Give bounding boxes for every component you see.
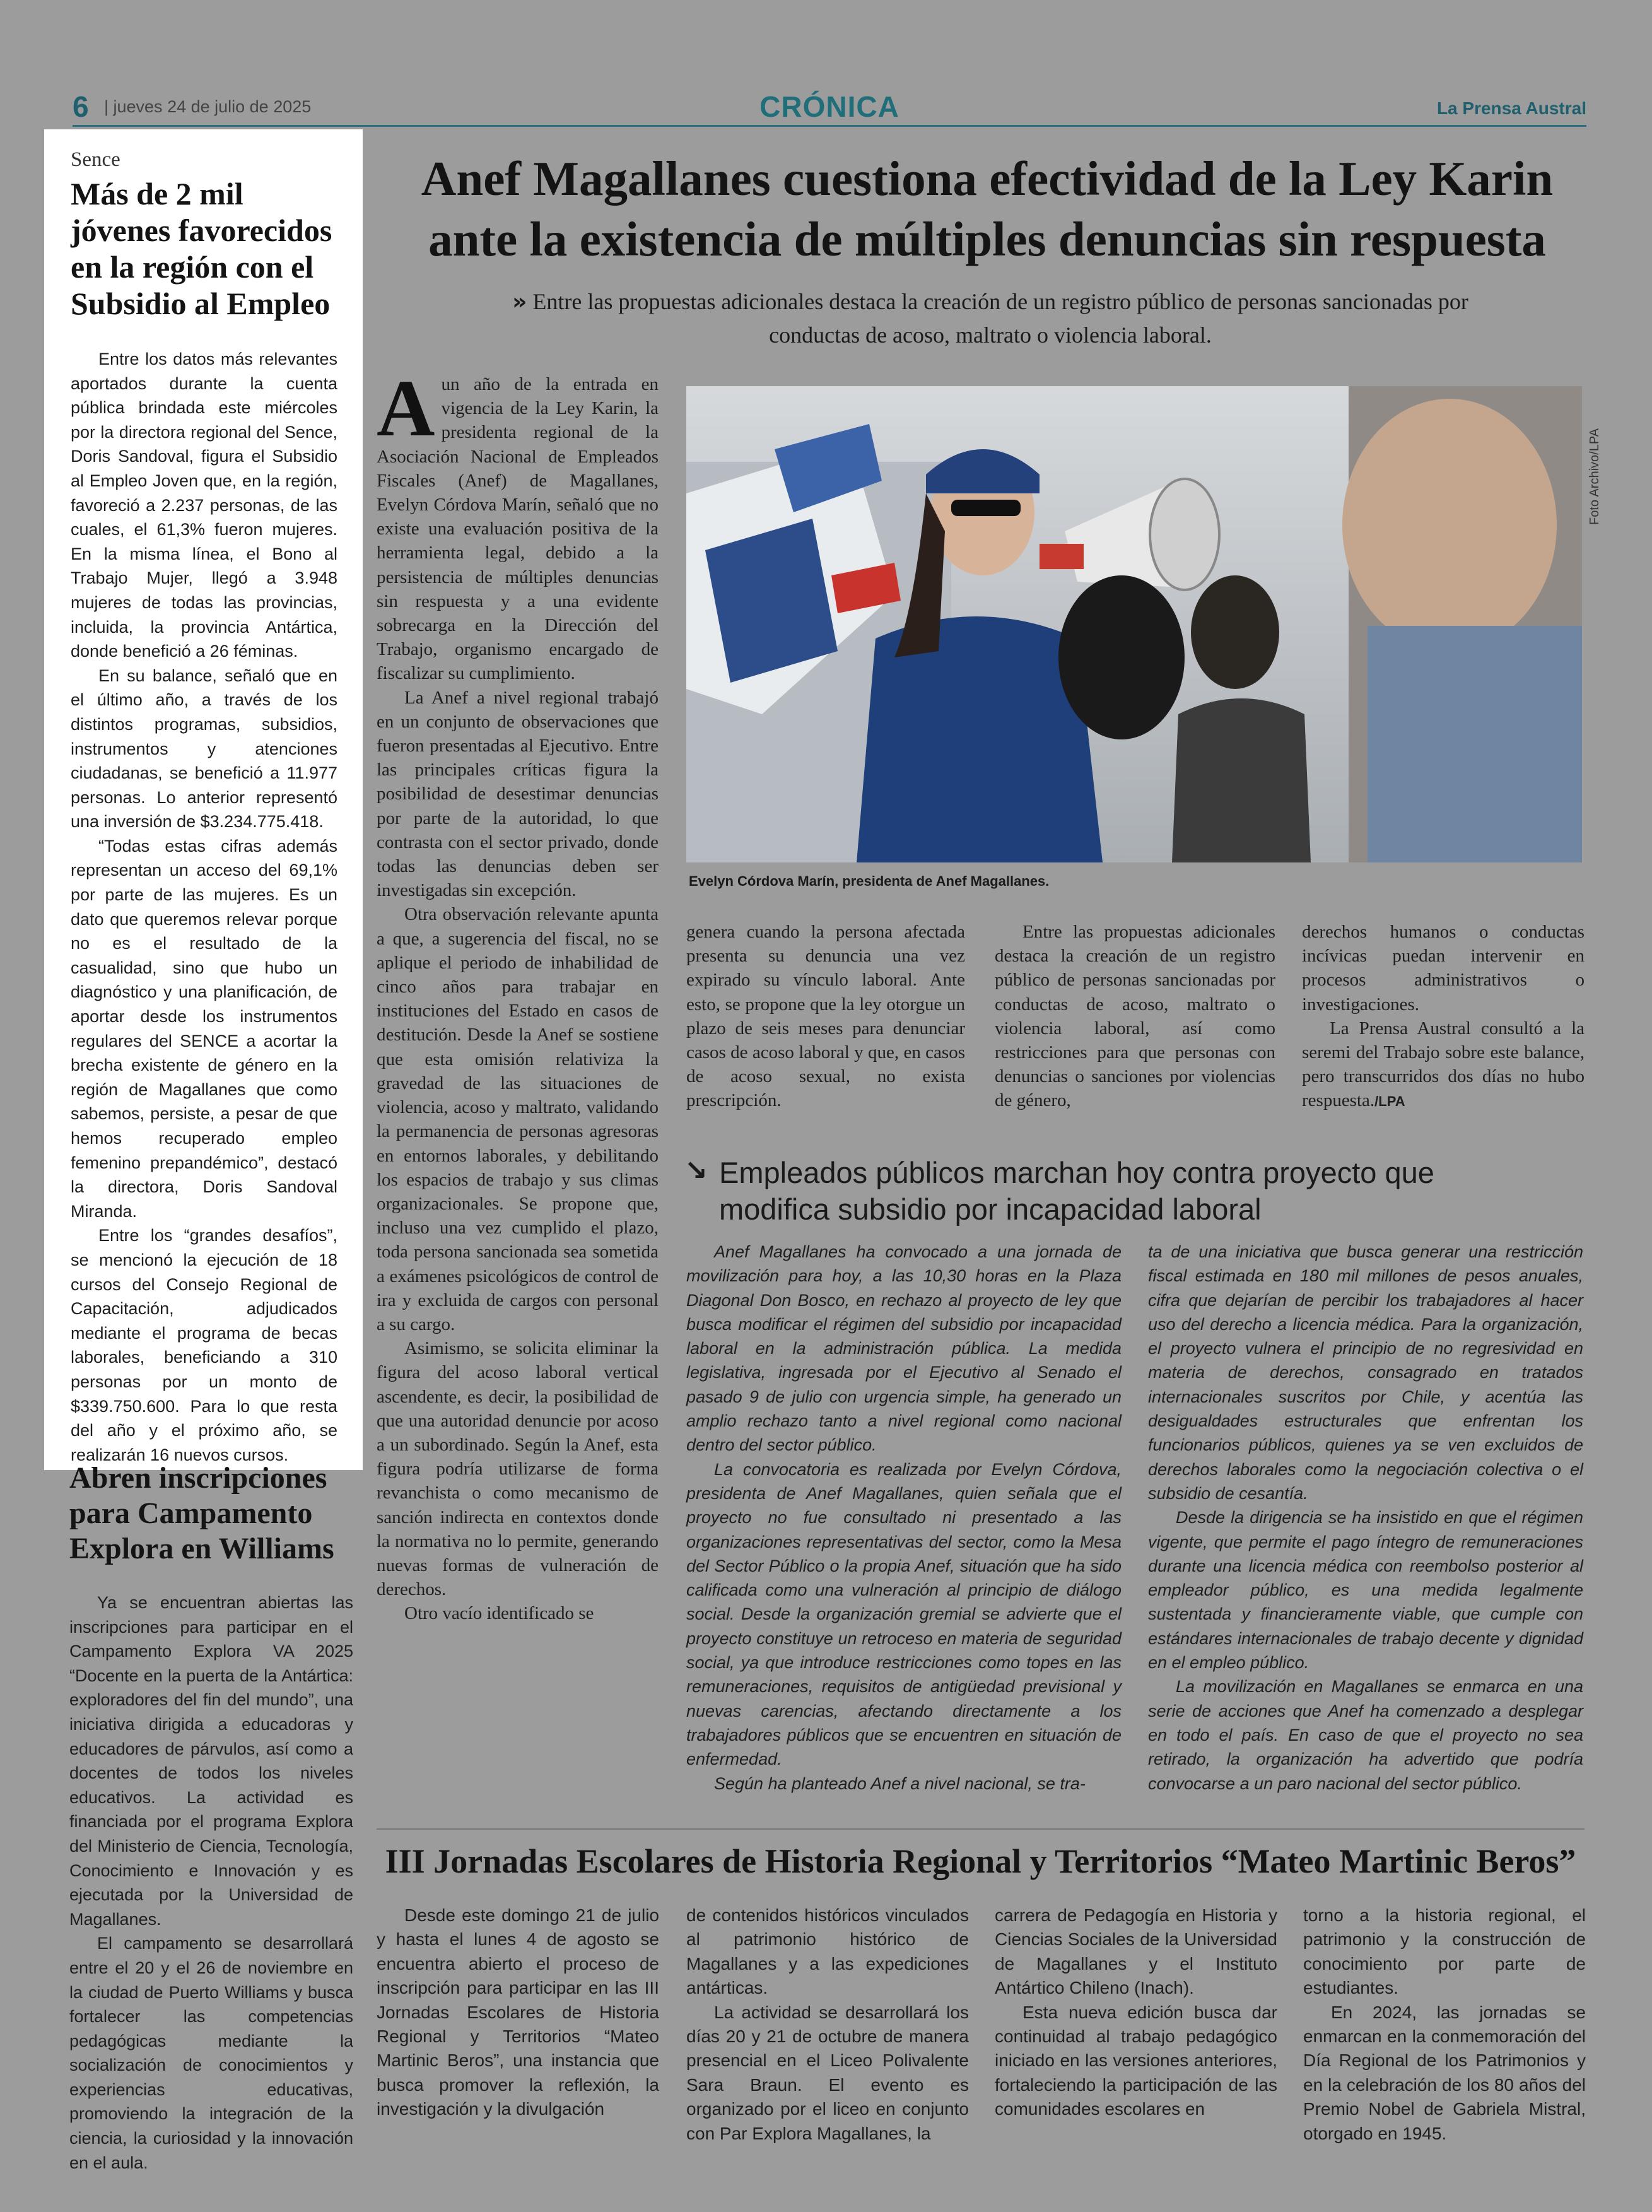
explora-paragraph: El campamento se desarrollará entre el 20 y el 26 de noviembre en la ciudad de Puerto Williams y busca fortalecer las competencias pedagógicas mediante la socialización de conocimientos y experiencias educativas, promoviendo la integración de la ciencia, la curiosidad y la innovación en el aula. xyxy=(69,1934,353,2172)
main-paragraph: Asimismo, se solicita eliminar la figura del acoso laboral vertical ascendente, es decir, la posibilidad de que una autoridad denuncie por acoso a un subordinado. Según la Anef, esta figura podría utilizarse de forma revanchista o como mecanismo de sanción indirecta en contextos donde la normativa no lo permite, generando nuevas formas de vulneración de derechos. xyxy=(377,1338,659,1600)
explora-paragraph: Ya se encuentran abiertas las inscripciones para participar en el Campamento Explora VA 2025 “Docente en la puerta de la Antártica: exploradores del fin del mundo”, una iniciativa dirigida a educadoras y educadores de párvulos, así como a docentes de todos los niveles educativos. La actividad es financiada por el programa Explora del Ministerio de Ciencia, Tecnología, Conocimiento e Innovación y es ejecutada por la Universidad de Magallanes. xyxy=(69,1593,353,1929)
issue-date: | jueves 24 de julio de 2025 xyxy=(104,97,312,116)
bottom-paragraph: de contenidos históricos vinculados al patrimonio histórico de Magallanes y a las expediciones antárticas. xyxy=(686,1905,969,1998)
sub-column-1 xyxy=(686,1240,1122,1796)
main-deck xyxy=(486,285,1495,351)
drop-cap: A xyxy=(377,363,435,453)
bottom-paragraph: Desde este domingo 21 de julio y hasta el lunes 4 de agosto se encuentra abierto el proceso de inscripción para participar en las III Jornadas Escolares de Historia Regional y Territorios “Mateo Martinic Beros”, una instancia que busca promover la reflexión, la investigación y la divulgación xyxy=(377,1905,659,2119)
main-paragraph: La Anef a nivel regional trabajó en un conjunto de observaciones que fueron presentadas al Ejecutivo. Entre las principales críticas figura la posibilidad de desestimar denuncias por parte de la autoridad, lo que contrasta con el sector privado, donde todas las denuncias deben ser investigadas sin excepción. xyxy=(377,687,659,901)
main-headline: Anef Magallanes cuestiona efectividad de la Ley Karin ante la existencia de múltiples denuncias sin respuesta xyxy=(421,151,1554,266)
section-divider xyxy=(377,1828,1585,1830)
explora-headline: Abren inscripciones para Campamento Explora en Williams xyxy=(69,1461,334,1565)
main-paragraph: genera cuando la persona afectada presenta su denuncia una vez expirado su vínculo laboral. Ante esto, se propone que la ley otorgue un plazo de seis meses para denunciar casos de acoso laboral y que, en casos de acoso sexual, no exista prescripción. xyxy=(686,922,965,1111)
newspaper-name: La Prensa Austral xyxy=(1436,98,1586,118)
main-paragraph: La Prensa Austral consultó a la seremi del Trabajo sobre este balance, pero transcurridos dos días no hubo respuesta. xyxy=(1302,1018,1585,1111)
page-number: 6 xyxy=(73,90,89,123)
main-paragraph: derechos humanos o conductas incívicas puedan intervenir en procesos administrativos o investigaciones. xyxy=(1302,922,1585,1015)
photo-caption: Evelyn Córdova Marín, presidenta de Anef Magallanes. xyxy=(689,873,1050,889)
main-column-4 xyxy=(1302,920,1585,1113)
main-column-3 xyxy=(995,920,1275,1113)
deck-arrow-icon: » xyxy=(512,289,527,315)
sidebar-paragraph: Entre los “grandes desafíos”, se mencionó la ejecución de 18 cursos del Consejo Regional de Capacitación, adjudicados mediante el programa de becas laborales, beneficiando a 310 personas por un monto de $339.750.600. Para lo que resta del año y el próximo año, se realizarán 16 nuevos cursos. xyxy=(71,1226,337,1464)
bottom-column-3 xyxy=(995,1903,1277,2122)
bottom-column-1 xyxy=(377,1903,659,2122)
sidebar-kicker: Sence xyxy=(71,148,120,171)
bottom-paragraph: En 2024, las jornadas se enmarcan en la conmemoración del Día Regional de los Patrimonios y en la celebración de los 80 años del Premio Nobel de Gabriela Mistral, otorgado en 1945. xyxy=(1303,2002,1586,2143)
sub-paragraph: La movilización en Magallanes se enmarca en una serie de acciones que Anef ha comenzado a desplegar en todo el país. En caso de que el proyecto no sea retirado, la organización ha advertido que podría convocarse a un paro nacional del sector público. xyxy=(1148,1677,1583,1793)
sub-paragraph: La convocatoria es realizada por Evelyn Córdova, presidenta de Anef Magallanes, quien señala que el proyecto no fue consultado ni presentado a las organizaciones representativas del sector, como la Mesa del Sector Público o la propia Anef, situación que ha sido calificada como una vulneración al principio de diálogo social. Desde la organización gremial se advierte que el proyecto constituye un retroceso en materia de seguridad social, ya que introduce restricciones como topes en las remuneraciones, requisitos de antigüedad previsional y nuevas carencias, afectando directamente a los trabajadores públicos que se encuentren en situación de enfermedad. xyxy=(686,1459,1122,1769)
bottom-paragraph: carrera de Pedagogía en Historia y Ciencias Sociales de la Universidad de Magallanes y el Instituto Antártico Chileno (Inach). xyxy=(995,1905,1277,1998)
main-paragraph: Otro vacío identificado se xyxy=(404,1603,594,1624)
bottom-paragraph: Esta nueva edición busca dar continuidad al trabajo pedagógico iniciado en las versiones anteriores, fortaleciendo la participación de las comunidades escolares en xyxy=(995,2002,1277,2119)
main-column-1 xyxy=(377,363,659,1626)
main-column-2 xyxy=(686,920,965,1113)
sub-paragraph: ta de una iniciativa que busca generar una restricción fiscal estimada en 180 mil millones de pesos anuales, cifra que dejarían de percibir los trabajadores al hacer uso del derecho a licencia médica. Para la organización, el proyecto vulnera el principio de no regresividad en materia de derechos, consagrado en tratados internacionales suscritos por Chile, y acentúa las desigualdades estructurales que enfrentan los funcionarios públicos, quienes ya se ven excluidos de derechos laborales como la negociación colectiva o el subsidio de cesantía. xyxy=(1148,1242,1583,1503)
main-paragraph: un año de la entrada en vigencia de la Ley Karin, la presidenta regional de la Asociación Nacional de Empleados Fiscales (Anef) de Magallanes, Evelyn Córdova Marín, señaló que no existe una evaluación positiva de la herramienta legal, debido a la persistencia de múltiples denuncias sin respuesta y a una evidente sobrecarga en la Dirección del Trabajo, organismo encargado de fiscalizar su cumplimiento. xyxy=(377,374,659,684)
section-title: CRÓNICA xyxy=(759,90,899,123)
bottom-headline: III Jornadas Escolares de Historia Regional y Territorios “Mateo Martinic Beros” xyxy=(385,1842,1576,1880)
bottom-paragraph: torno a la historia regional, el patrimonio y la construcción de conocimiento por parte de estudiantes. xyxy=(1303,1905,1586,1998)
article-signature: /LPA xyxy=(1374,1093,1405,1110)
arrow-down-right-icon: ↘ xyxy=(684,1155,708,1187)
sidebar-sence xyxy=(44,129,363,1470)
sub-paragraph: Desde la dirigencia se ha insistido en que el régimen vigente, que permite el pago íntegro de remuneraciones durante una licencia médica con reembolso posterior al empleador público, es una medida legalmente sustentada y financieramente viable, que cumple con estándares internacionales de trabajo decente y dignidad en el empleo público. xyxy=(1148,1508,1583,1673)
sub-paragraph: Anef Magallanes ha convocado a una jornada de movilización para hoy, a las 10,30 horas en la Plaza Diagonal Don Bosco, en rechazo al proyecto de ley que busca modificar el régimen del subsidio por incapacidad laboral en la administración pública. La medida legislativa, ingresada por el Ejecutivo al Senado el pasado 9 de julio con urgencia simple, ha generado un amplio rechazo tanto a nivel regional como nacional dentro del sector público. xyxy=(686,1242,1122,1455)
sub-paragraph: Según ha planteado Anef a nivel nacional, se tra- xyxy=(714,1774,1086,1793)
sidebar-headline: Más de 2 mil jóvenes favorecidos en la región con el Subsidio al Empleo xyxy=(71,176,332,321)
bottom-column-4 xyxy=(1303,1903,1586,2146)
main-paragraph: Entre las propuestas adicionales destaca la creación de un registro público de personas sancionadas por conductas de acoso, maltrato o violencia laboral, así como restricciones para que personas con denuncias o sanciones por violencias de género, xyxy=(995,922,1275,1111)
sidebar-paragraph: Entre los datos más relevantes aportados durante la cuenta pública brindada este miércoles por la directora regional del Sence, Doris Sandoval, figura el Subsidio al Empleo Joven que, en la región, favoreció a 2.237 personas, de las cuales, el 61,3% fueron mujeres. En la misma línea, el Bono al Trabajo Mujer, llegó a 3.948 mujeres de todas las provincias, incluida, la provincia Antártica, donde benefició a 26 féminas. xyxy=(71,350,337,661)
sidebar-paragraph: “Todas estas cifras además representan un acceso del 69,1% por parte de las mujeres. Es un dato que queremos relevar porque no es el resultado de la casualidad, sino que hubo un diagnóstico y una planificación, de aportar desde los instrumentos regulares del SENCE a acortar la brecha existente de género en la región de Magallanes que como sabemos, persiste, a pesar de que hemos recuperado empleo femenino prepandémico”, destacó la directora, Doris Sandoval Miranda. xyxy=(71,836,337,1221)
header-rule xyxy=(73,125,1586,127)
photo-credit: Foto Archivo/LPA xyxy=(1588,428,1602,525)
deck-text: Entre las propuestas adicionales destaca la creación de un registro público de personas sancionadas por conductas de acoso, maltrato o violencia laboral. xyxy=(532,289,1468,348)
bottom-paragraph: La actividad se desarrollará los días 20 y 21 de octubre de manera presencial en el Liceo Polivalente Sara Braun. El evento es organizado por el liceo en conjunto con Par Explora Magallanes, la xyxy=(686,2002,969,2143)
sidebar-explora xyxy=(69,1461,353,2175)
page-header xyxy=(73,90,1586,121)
bottom-column-2 xyxy=(686,1903,969,2146)
sub-column-2 xyxy=(1148,1240,1583,1796)
protest-photo-illustration xyxy=(686,386,1582,862)
sub-headline: Empleados públicos marchan hoy contra proyecto que modifica subsidio por incapacidad laboral xyxy=(719,1156,1434,1226)
sidebar-paragraph: En su balance, señaló que en el último año, a través de los distintos programas, subsidios, instrumentos y atenciones ciudadanas, se benefició a 11.977 personas. Lo anterior representó una inversión de $3.234.775.418. xyxy=(71,666,337,832)
main-paragraph: Otra observación relevante apunta a que, a sugerencia del fiscal, no se aplique el periodo de inhabilidad de cinco años para trabajar en instituciones del Estado en casos de destitución. Desde la Anef se sostiene que esta omisión relativiza la gravedad de las situaciones de violencia, acoso y maltrato, validando la permanencia de personas agresoras en entornos laborales, y debilitando los espacios de trabajo y sus climas organizacionales. Se propone que, incluso una vez cumplido el plazo, toda persona sancionada sea sometida a exámenes psicológicos de control de ira y excluida de cargos con personal a su cargo. xyxy=(377,904,659,1334)
news-photo xyxy=(686,386,1582,862)
